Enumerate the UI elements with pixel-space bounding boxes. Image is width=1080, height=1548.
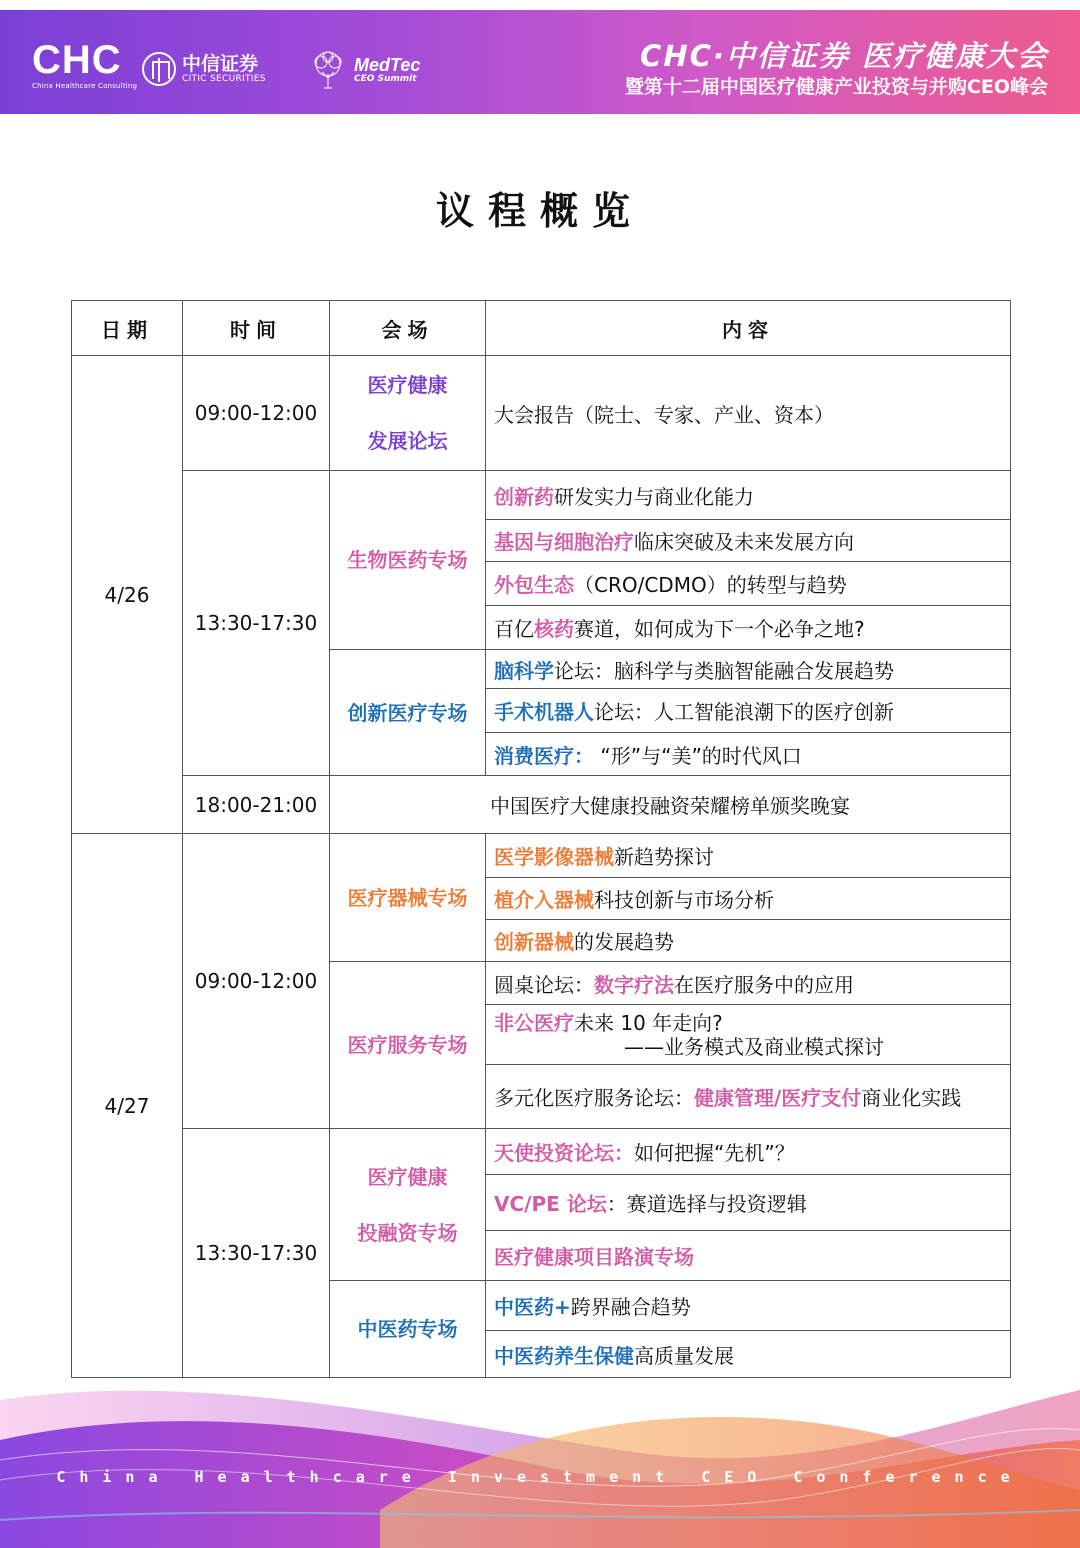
highlight-text: 创新器械: [494, 930, 574, 954]
content-text: 论坛：脑科学与类脑智能融合发展趋势: [554, 658, 894, 683]
content-text: （CRO/CDMO）的转型与趋势: [574, 573, 847, 597]
content-cell: 中国医疗大健康投融资荣耀榜单颁奖晚宴: [330, 776, 1011, 834]
content-text: 跨界融合趋势: [570, 1295, 691, 1319]
content-cell: [486, 733, 1011, 776]
content-cell: [486, 834, 1011, 878]
time-cell: 18:00-21:00: [183, 776, 330, 834]
highlight-text: 健康管理/医疗支付: [694, 1086, 862, 1110]
highlight-text: 创新药: [494, 484, 554, 509]
content-cell: [486, 562, 1011, 606]
highlight-text: 医疗健康项目路演专场: [494, 1245, 694, 1269]
highlight-text: VC/PE 论坛: [494, 1192, 607, 1216]
content-text: ：赛道选择与投资逻辑: [606, 1192, 807, 1216]
agenda-table: [71, 300, 1011, 1378]
highlight-text: 脑科学: [494, 658, 554, 683]
table-row: [72, 776, 1011, 834]
content-cell: [486, 1065, 1011, 1129]
content-cell: [486, 606, 1011, 650]
content-text: 如何把握“先机”？: [634, 1141, 795, 1165]
time-cell: 13:30-17:30: [183, 471, 330, 776]
medtec-logo: [306, 48, 420, 92]
content-cell: 大会报告（院士、专家、产业、资本）: [486, 356, 1011, 471]
content-text: 未来 10 年走向?: [574, 1010, 723, 1035]
content-text: 在医疗服务中的应用: [674, 972, 854, 997]
venue-cell: 医疗器械专场: [330, 834, 486, 962]
content-text: 的发展趋势: [574, 930, 674, 954]
content-text: 论坛：人工智能浪潮下的医疗创新: [594, 700, 894, 724]
content-cell: [486, 920, 1011, 962]
content-cell: [486, 1281, 1011, 1331]
header-banner: [0, 10, 1080, 114]
content-cell: [486, 1129, 1011, 1175]
highlight-text: 外包生态: [494, 573, 574, 597]
highlight-text: 手术机器人: [494, 700, 594, 724]
venue-cell: [330, 356, 486, 471]
highlight-text: 数字疗法: [594, 972, 674, 997]
highlight-text: 消费医疗：: [494, 743, 594, 768]
tree-icon: [306, 48, 350, 92]
header-content: 内容: [486, 301, 1011, 356]
content-text: 科技创新与市场分析: [594, 888, 774, 912]
citic-logo-cn: 中信证券: [182, 53, 259, 75]
highlight-text: 中医药+: [494, 1295, 571, 1319]
content-text: 多元化医疗服务论坛：: [494, 1086, 694, 1110]
content-cell: [486, 1175, 1011, 1231]
venue-label: 医疗健康: [367, 1164, 448, 1189]
table-row: [72, 834, 1011, 878]
venue-label: 发展论坛: [367, 429, 448, 453]
header-time: 时间: [183, 301, 330, 356]
venue-cell: 中医药专场: [330, 1281, 486, 1378]
highlight-text: 基因与细胞治疗: [494, 530, 634, 554]
content-cell: [486, 878, 1011, 920]
table-row: [72, 471, 1011, 520]
venue-cell: [330, 1129, 486, 1281]
venue-label: 医疗健康: [367, 373, 448, 397]
highlight-text: 植介入器械: [494, 888, 594, 912]
page-title: 议程概览: [435, 189, 644, 233]
time-cell: 13:30-17:30: [183, 1129, 330, 1378]
content-cell: [486, 650, 1011, 689]
chc-logo-text: CHC: [32, 38, 122, 82]
venue-label: 投融资专场: [357, 1220, 458, 1245]
conference-title: [625, 38, 1048, 100]
highlight-text: 天使投资论坛：: [494, 1141, 634, 1165]
table-row: [72, 1129, 1011, 1175]
medtec-logo-subtitle: CEO Summit: [354, 74, 417, 84]
header-date: 日期: [72, 301, 183, 356]
citic-logo-en: CITIC SECURITIES: [182, 74, 266, 84]
chc-logo: [32, 40, 137, 90]
content-text: 新趋势探讨: [614, 845, 714, 869]
time-cell: 09:00-12:00: [183, 356, 330, 471]
content-text: 高质量发展: [634, 1343, 734, 1368]
content-cell: [486, 471, 1011, 520]
medtec-logo-text: MedTec: [354, 55, 421, 75]
content-text: 商业化实践: [861, 1086, 962, 1110]
venue-cell: 生物医药专场: [330, 471, 486, 650]
content-text: 赛道，如何成为下一个必争之地?: [574, 617, 865, 641]
table-header-row: [72, 301, 1011, 356]
date-cell: 4/27: [72, 834, 183, 1378]
citic-mark-icon: [142, 52, 176, 86]
conference-title-line2: 暨第十二届中国医疗健康产业投资与并购CEO峰会: [624, 76, 1048, 98]
footer-wave-decoration: [0, 1360, 1080, 1548]
footer-tagline: China Healthcare Investment CEO Conference: [56, 1468, 1024, 1486]
citic-logo: [142, 52, 266, 86]
venue-cell: 医疗服务专场: [330, 962, 486, 1129]
content-cell: [486, 520, 1011, 562]
venue-cell: 创新医疗专场: [330, 650, 486, 776]
content-cell: [486, 1231, 1011, 1281]
content-cell: [486, 1005, 1011, 1065]
time-cell: 09:00-12:00: [183, 834, 330, 1129]
content-text: 圆桌论坛：: [494, 972, 594, 997]
highlight-text: 核药: [534, 617, 574, 641]
content-text: 百亿: [494, 617, 534, 641]
date-cell: 4/26: [72, 356, 183, 834]
highlight-text: 非公医疗: [494, 1010, 574, 1035]
highlight-text: 医学影像器械: [494, 845, 614, 869]
conference-title-line1: CHC·中信证券 医疗健康大会: [640, 39, 1048, 73]
content-text: “形”与“美”的时代风口: [594, 743, 802, 768]
header-venue: 会场: [330, 301, 486, 356]
content-cell: [486, 689, 1011, 733]
chc-logo-subtitle: China Healthcare Consulting: [32, 82, 138, 90]
highlight-text: 中医药养生保健: [494, 1343, 634, 1368]
content-text: 研发实力与商业化能力: [554, 484, 754, 509]
table-row: [72, 356, 1011, 471]
content-cell: [486, 962, 1011, 1005]
content-text: ——业务模式及商业模式探讨: [624, 1034, 884, 1059]
content-text: 临床突破及未来发展方向: [634, 530, 854, 554]
